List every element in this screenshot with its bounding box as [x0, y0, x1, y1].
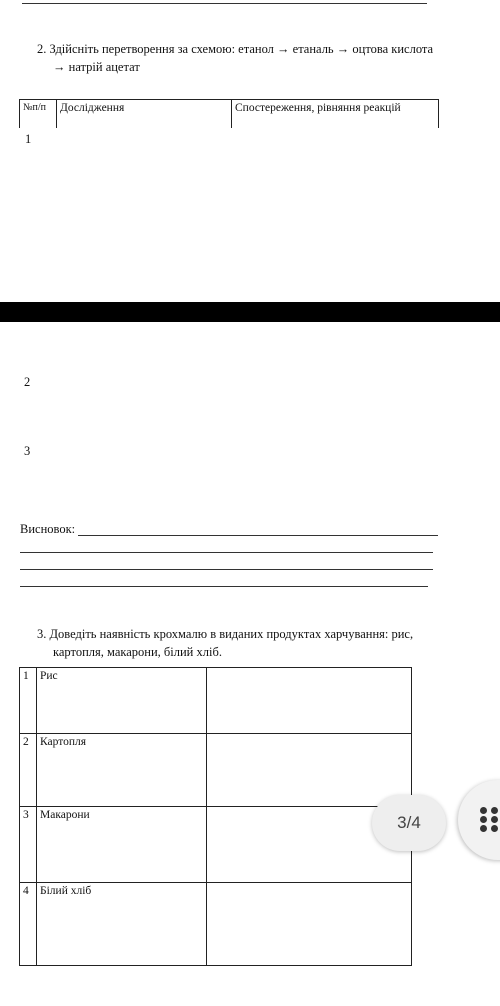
conclusion-line-4: [20, 586, 428, 587]
task3-title-line2: картопля, макарони, білий хліб.: [53, 645, 222, 659]
page-indicator[interactable]: [372, 795, 446, 851]
grid-dots-icon: [480, 807, 500, 833]
row-result-cell: [207, 734, 412, 807]
row-product: Рис: [37, 668, 207, 734]
row-result-cell: [207, 668, 412, 734]
page-gap: [0, 302, 500, 322]
table-row: [20, 668, 412, 734]
row-number: 1: [20, 668, 37, 734]
conclusion-label: Висновок:: [20, 522, 76, 536]
row-number: 3: [20, 807, 37, 883]
task2-row-number-1: 1: [25, 132, 32, 146]
top-rule: [22, 3, 427, 4]
table-row: [20, 883, 412, 966]
task2-title-line2: → натрій ацетат: [53, 60, 140, 74]
task3-table: [19, 667, 412, 966]
header-research: Дослідження: [57, 100, 232, 128]
document-page-upper: [0, 0, 500, 302]
table-row: [20, 807, 412, 883]
conclusion-line-2: [20, 552, 433, 553]
row-product: Картопля: [37, 734, 207, 807]
conclusion-line-3: [20, 569, 433, 570]
row-product: Макарони: [37, 807, 207, 883]
row-result-cell: [207, 883, 412, 966]
task2-title-line1: 2. Здійсніть перетворення за схемою: етанол → етаналь → оцтова кислота: [37, 42, 434, 56]
page-indicator-label: 3/4: [397, 813, 421, 832]
task2-row-number-3: 3: [24, 444, 31, 458]
task2-row-number-2: 2: [24, 375, 31, 389]
task3-title-line1: 3. Доведіть наявність крохмалю в виданих продуктах харчування: рис,: [37, 627, 414, 641]
row-number: 2: [20, 734, 37, 807]
document-page-lower: [0, 322, 500, 1006]
task2-table-header: [19, 99, 439, 128]
header-number: №п/п: [20, 100, 57, 128]
header-observations: Спостереження, рівняння реакцій: [232, 100, 439, 128]
conclusion-line-1: [78, 535, 438, 536]
row-product: Білий хліб: [37, 883, 207, 966]
row-number: 4: [20, 883, 37, 966]
table-row: [20, 734, 412, 807]
